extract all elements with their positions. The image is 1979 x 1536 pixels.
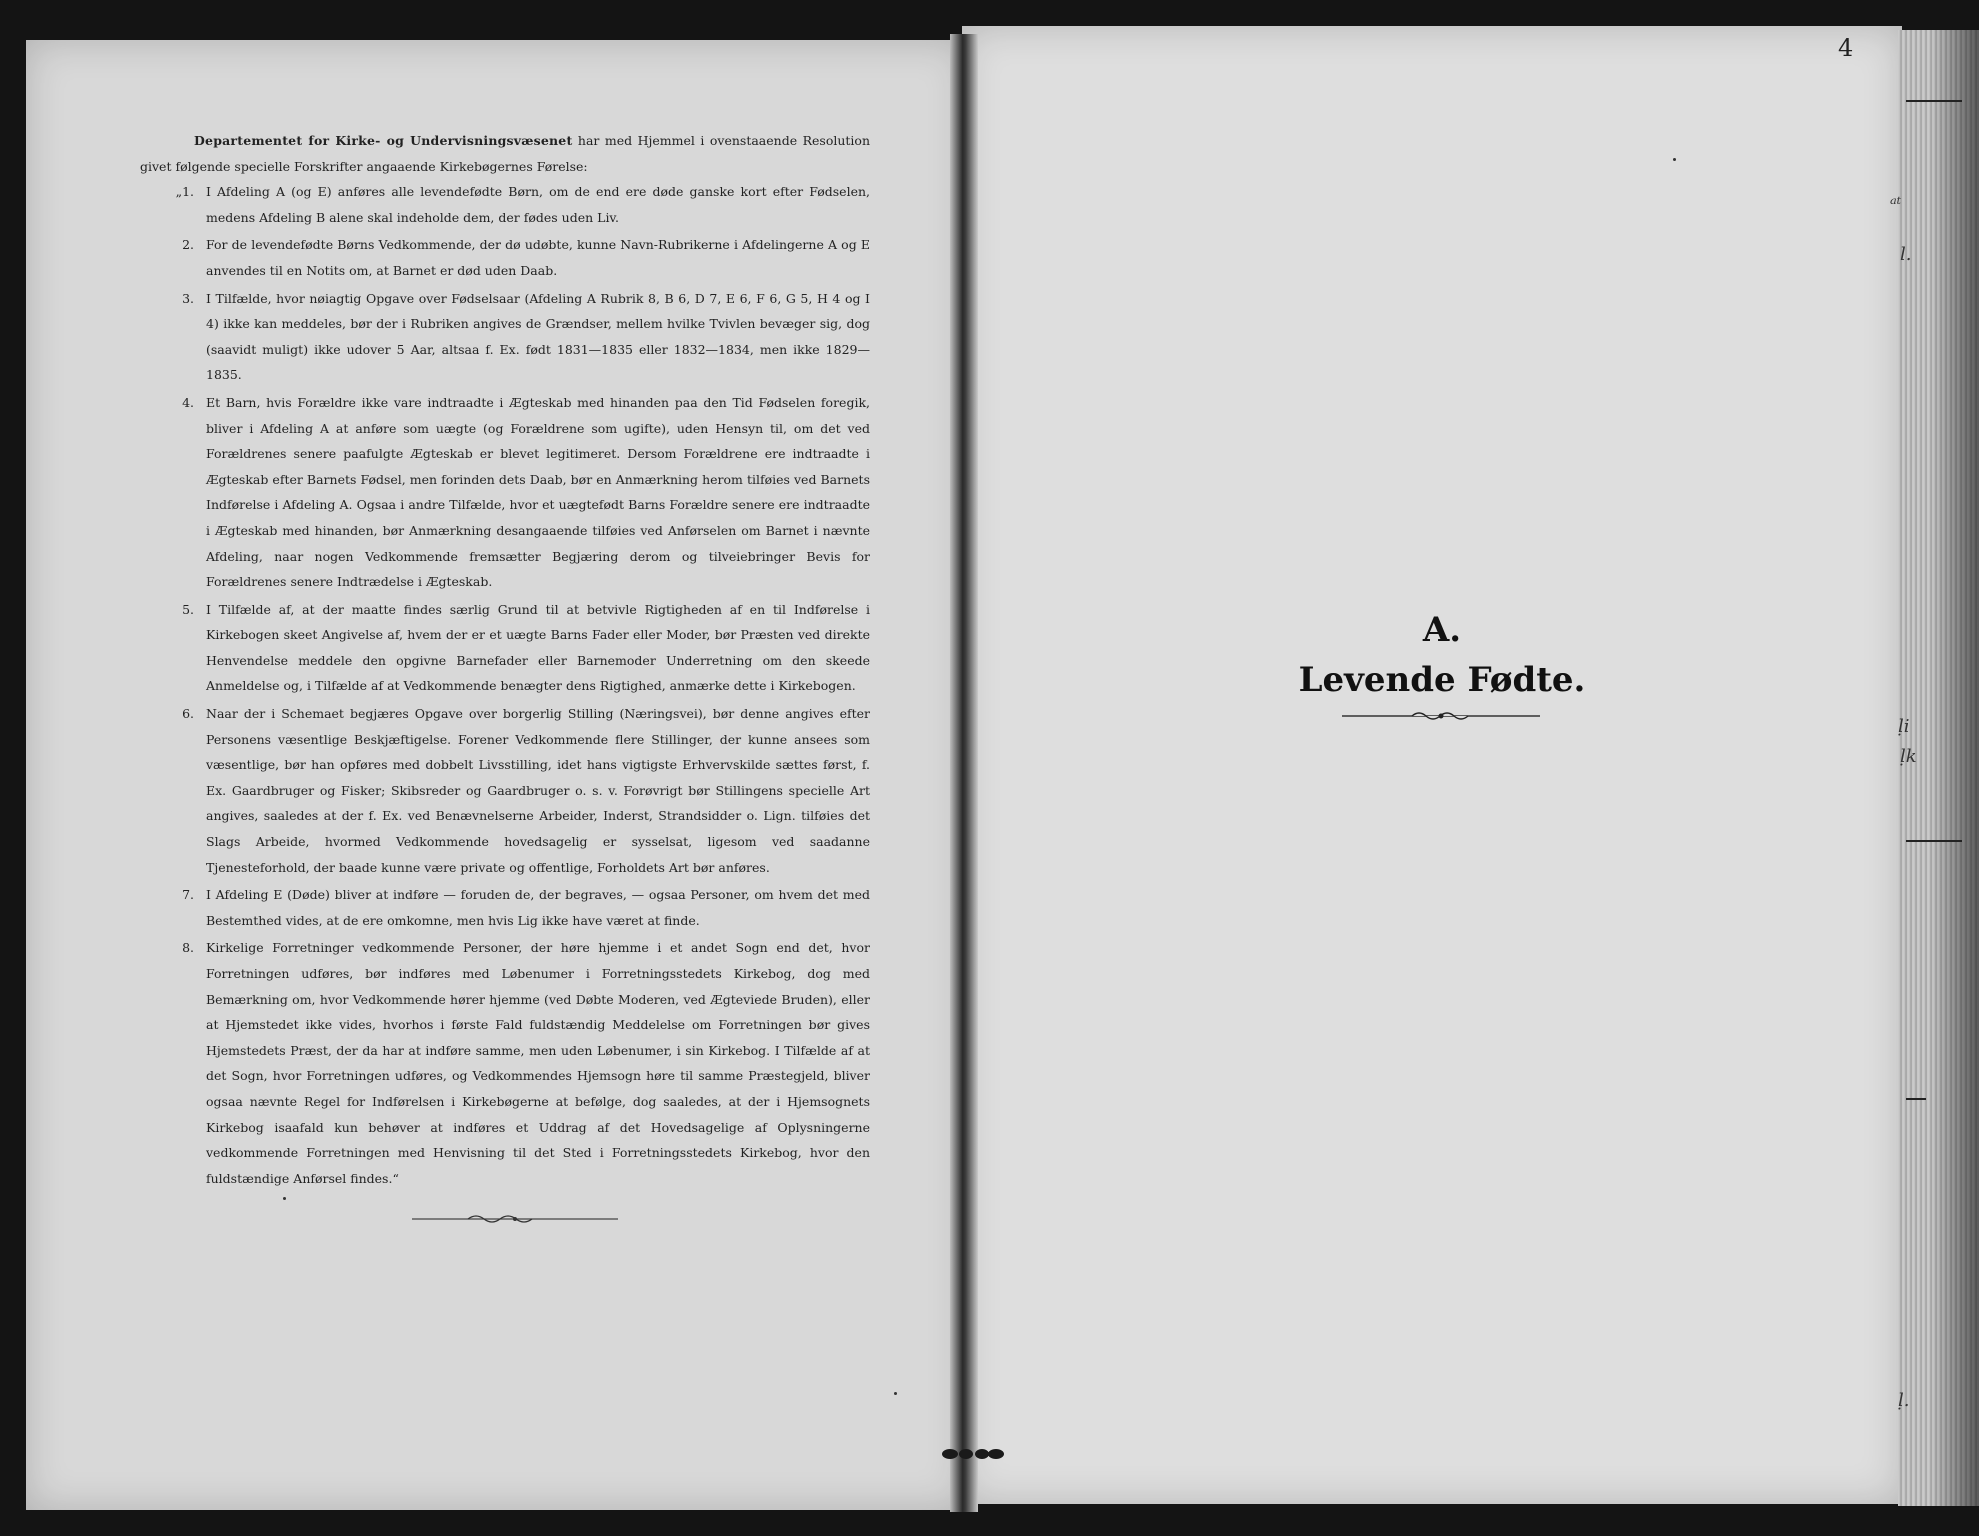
- margin-scrawl: ᵃᵗ: [1890, 194, 1902, 215]
- rules-list: [140, 179, 870, 1191]
- rule-text: Naar der i Schemaet begjæres Opgave over borgerlig Stilling (Næringsvei), bør denne angives efter Personens væsentlige Beskjæftigelse. Forener Vedkommende flere Stillinger, der kunne ansees som væsentlige, bør han opføres med dobbelt Livsstilling, idet hans vigtigste Erhvervskilde sættes først, f. Ex. Gaardbruger og Fisker; Skibsreder og Gaardbruger o. s. v. Forøvrigt bør Stillingens specielle Art angives, saaledes at der f. Ex. ved Benævnelserne Arbeider, Inderst, Strandsidder o. Lign. tilføies det Slags Arbeide, hvormed Vedkommende hovedsagelig er sysselsat, ligesom ved saadanne Tjenesteforhold, der baade kunne være private og offentlige, Forholdets Art bør anføres.: [206, 706, 870, 875]
- rule-number: 7.: [182, 887, 194, 903]
- margin-scrawl: ḷ.: [1898, 1390, 1910, 1411]
- intro-paragraph: [140, 128, 870, 179]
- rule-text: I Tilfælde, hvor nøiagtig Opgave over Fødselsaar (Afdeling A Rubrik 8, B 6, D 7, E 6, F 6, G 5, H 4 og I 4) ikke kan meddeles, bør der i Rubriken angives de Grændser, mellem hvilke Tvivlen bevæger sig, dog (saavidt muligt) ikke udover 5 Aar, altsaa f. Ex. født 1831—1835 eller 1832—1834, men ikke 1829—1835.: [206, 290, 870, 383]
- regulations-text: [140, 128, 870, 1193]
- rule-number: „1.: [175, 184, 194, 200]
- edge-tab-line: [1906, 840, 1962, 842]
- paper-speck: [1673, 158, 1676, 161]
- rule-text: Et Barn, hvis Forældre ikke vare indtraadte i Ægteskab med hinanden paa den Tid Fødselen foregik, bliver i Afdeling A at anføre som uægte (og Forældrene som ugifte), uden Hensyn til, om det ved Forældrenes senere paafulgte Ægteskab er blevet legitimeret. Dersom Forældrene ere indtraadte i Ægteskab efter Barnets Fødsel, men forinden dets Daab, bør en Anmærkning herom tilføies ved Barnets Indførelse i Afdeling A. Ogsaa i andre Tilfælde, hvor et uægtefødt Barns Forældre senere ere indtraadte i Ægteskab med hinanden, bør Anmærkning desangaaende tilføies ved Anførselen om Barnet i nævnte Afdeling, naar nogen Vedkommende fremsætter Begjæring derom og tilveiebringer Bevis for Forældrenes senere Indtrædelse i Ægteskab.: [206, 394, 870, 590]
- intro-text: har med Hjemmel i ovenstaaende Resolution givet følgende specielle Forskrifter angaaende Kirkebøgernes Førelse:: [140, 133, 870, 174]
- page-edge-shadow: [1930, 30, 1979, 1506]
- book-gutter: [950, 34, 978, 1512]
- rule-text: For de levendefødte Børns Vedkommende, der dø udøbte, kunne Navn-Rubrikerne i Afdelingerne A og E anvendes til en Notits om, at Barnet er død uden Daab.: [206, 237, 870, 278]
- rule-number: 3.: [182, 290, 194, 306]
- rule-number: 4.: [182, 394, 194, 410]
- margin-scrawl: ḷi: [1898, 716, 1910, 737]
- rule-number: 6.: [182, 706, 194, 722]
- section-letter: A.: [1422, 610, 1462, 650]
- rule-item: [140, 882, 870, 933]
- right-page: [962, 26, 1902, 1504]
- rule-number: 5.: [182, 601, 194, 617]
- paper-speck: [894, 1392, 897, 1395]
- page-number: 4: [1838, 34, 1854, 62]
- rule-number: 2.: [182, 237, 194, 253]
- rule-item: [140, 232, 870, 283]
- rule-text: I Afdeling A (og E) anføres alle levendefødte Børn, om de end ere døde ganske kort efter Fødselen, medens Afdeling B alene skal indeholde dem, der fødes uden Liv.: [206, 184, 870, 225]
- ornament-title-divider: [1342, 709, 1540, 723]
- rule-item: [140, 935, 870, 1191]
- ornament-left-page: [412, 1212, 618, 1226]
- rule-item: [140, 179, 870, 230]
- rule-text: Kirkelige Forretninger vedkommende Personer, der høre hjemme i et andet Sogn end det, hvor Forretningen udføres, bør indføres med Løbenumer i Forretningsstedets Kirkebog, dog med Bemærkning om, hvor Vedkommende hører hjemme (ved Døbte Moderen, ved Ægteviede Bruden), eller at Hjemstedet ikke vides, hvorhos i første Fald fuldstændig Meddelelse om Forretningen bør gives Hjemstedets Præst, der da har at indføre samme, men uden Løbenumer, i sin Kirkebog. I Tilfælde af at det Sogn, hvor Forretningen udføres, og Vedkommendes Hjemsogn høre til samme Præstegjeld, bliver ogsaa nævnte Regel for Indførelsen i Kirkebøgerne at befølge, dog saaledes, at der i Hjemsognets Kirkebog isaafald kun behøver at indføres et Uddrag af det Hovedsagelige af Oplysningerne vedkommende Forretningen med Henvisning til det Sted i Forretningsstedets Kirkebog, hvor den fuldstændige Anførsel findes.“: [206, 940, 870, 1186]
- binding-stamp: [940, 1446, 1006, 1460]
- department-name: Departementet for Kirke- og Undervisningsvæsenet: [194, 133, 573, 148]
- paper-speck: [283, 1197, 286, 1200]
- rule-text: I Afdeling E (Døde) bliver at indføre — foruden de, der begraves, — ogsaa Personer, om hvem det med Bestemthed vides, at de ere omkomne, men hvis Lig ikke have været at finde.: [206, 887, 870, 928]
- rule-item: [140, 701, 870, 880]
- rule-item: [140, 597, 870, 699]
- section-title: Levende Fødte.: [1298, 660, 1586, 700]
- rule-item: [140, 390, 870, 595]
- edge-tab-line: [1906, 1098, 1926, 1100]
- margin-scrawl: ḷk: [1900, 746, 1917, 767]
- margin-scrawl: l.: [1900, 244, 1912, 265]
- rule-number: 8.: [182, 940, 194, 956]
- rule-text: I Tilfælde af, at der maatte findes særlig Grund til at betvivle Rigtigheden af en til Indførelse i Kirkebogen skeet Angivelse af, hvem der er et uægte Barns Fader eller Moder, bør Præsten ved direkte Henvendelse meddele den opgivne Barnefader eller Barnemoder Underretning om den skeede Anmeldelse og, i Tilfælde af at Vedkommende benægter dens Rigtighed, anmærke dette i Kirkebogen.: [206, 601, 870, 694]
- rule-item: [140, 286, 870, 388]
- edge-tab-line: [1906, 100, 1962, 102]
